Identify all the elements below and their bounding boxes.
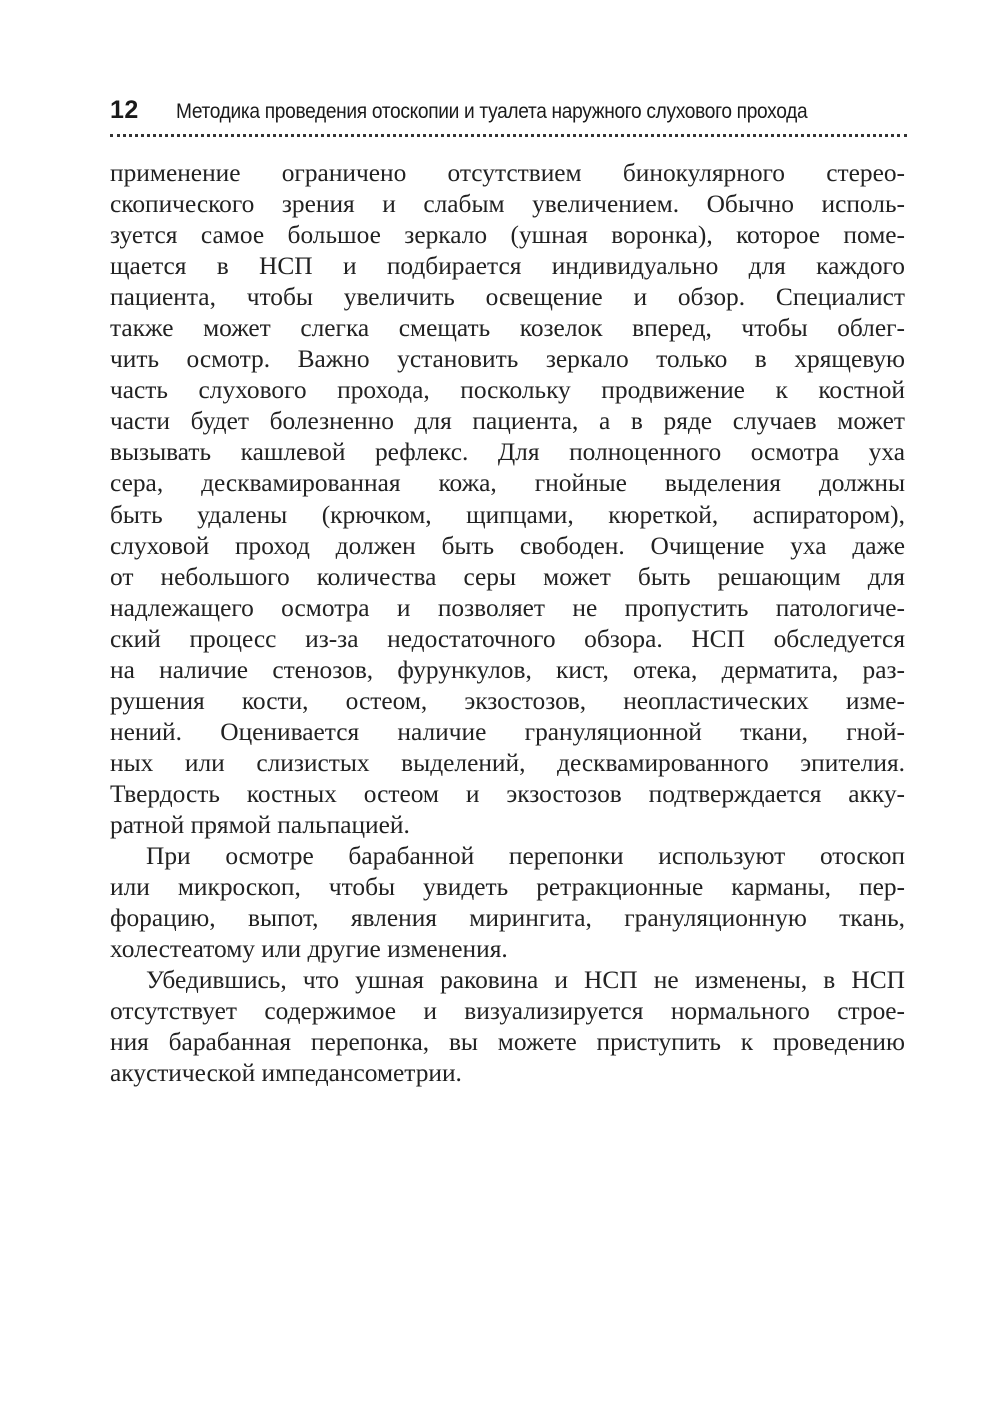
text-line: или микроскоп, чтобы увидеть ретракционные карманы, пер- (110, 873, 905, 902)
document-page (110, 96, 905, 1089)
page-number: 12 (110, 96, 139, 124)
text-line: При осмотре барабанной перепонки используют отоскоп (146, 842, 905, 871)
text-line: Убедившись, что ушная раковина и НСП не изменены, в НСП (146, 966, 905, 995)
text-line: от небольшого количества серы может быть решающим для (110, 562, 905, 591)
running-header (110, 96, 905, 132)
text-line: слуховой проход должен быть свободен. Очищение уха даже (110, 531, 905, 560)
text-line: ных или слизистых выделений, десквамированного эпителия. (110, 748, 905, 777)
text-line: быть удалены (крючком, щипцами, кюреткой, аспиратором), (110, 500, 905, 529)
text-line: холестеатому или другие изменения. (110, 935, 508, 964)
text-line: часть слухового прохода, поскольку продвижение к костной (110, 376, 905, 405)
header-dotted-rule (110, 134, 907, 137)
text-line: нений. Оценивается наличие грануляционной ткани, гной- (110, 717, 905, 746)
text-line: части будет болезненно для пациента, а в ряде случаев может (110, 407, 905, 436)
text-line: щается в НСП и подбирается индивидуально для каждого (110, 252, 905, 281)
running-title: Методика проведения отоскопии и туалета наружного слухового прохода (176, 99, 808, 123)
text-line: Твердость костных остеом и экзостозов подтверждается акку- (110, 779, 905, 808)
text-line: ния барабанная перепонка, вы можете приступить к проведению (110, 1028, 905, 1057)
text-line: форацию, выпот, явления мирингита, грануляционную ткань, (110, 904, 905, 933)
text-line: акустической импедансометрии. (110, 1059, 462, 1088)
text-line: отсутствует содержимое и визуализируется нормального стрoе- (110, 997, 905, 1026)
text-line: также может слегка смещать козелок вперед, чтобы облег- (110, 314, 905, 343)
text-line: надлежащего осмотра и позволяет не пропустить патологиче- (110, 593, 905, 622)
text-line: пациента, чтобы увеличить освещение и обзор. Специалист (110, 283, 905, 312)
text-line: ратной прямой пальпацией. (110, 810, 410, 839)
text-line: на наличие стенозов, фурункулов, кист, отека, дерматита, раз- (110, 655, 905, 684)
text-line: зуется самое большое зеркало (ушная воронка), которое поме- (110, 221, 905, 250)
paragraph-3 (110, 965, 905, 1089)
text-line: вызывать кашлевой рефлекс. Для полноценного осмотра уха (110, 438, 905, 467)
text-line: рушения кости, остеом, экзостозов, неопластических изме- (110, 686, 905, 715)
paragraph-1 (110, 158, 905, 841)
text-line: сера, десквамированная кожа, гнойные выделения должны (110, 469, 905, 498)
text-line: применение ограничено отсутствием бинокулярного стерео- (110, 159, 905, 187)
body-text (110, 158, 905, 1089)
paragraph-2 (110, 841, 905, 965)
text-line: чить осмотр. Важно установить зеркало только в хрящевую (110, 345, 905, 374)
text-line: скопического зрения и слабым увеличением. Обычно исполь- (110, 190, 905, 219)
text-line: ский процесс из-за недостаточного обзора. НСП обследуется (110, 624, 905, 653)
